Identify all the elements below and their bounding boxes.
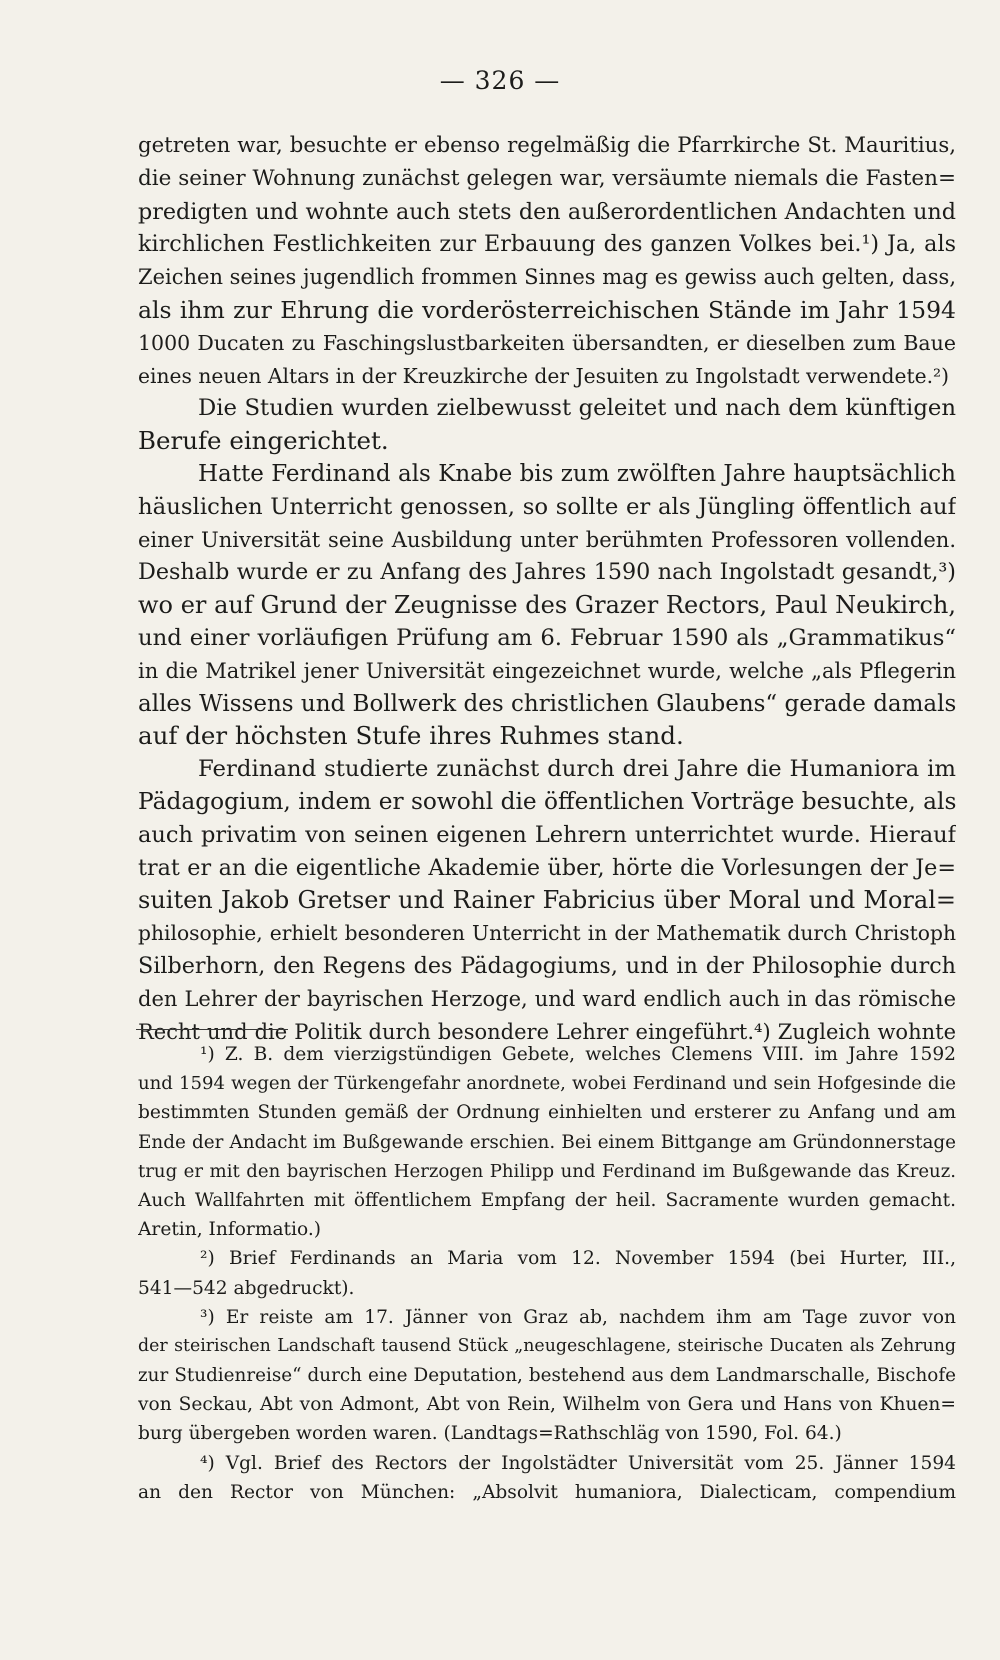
- text-line: einer Universität seine Ausbildung unter berühmten Professoren vollenden.: [138, 527, 956, 552]
- text-line: predigten und wohnte auch stets den außerordentlichen Andachten und: [138, 198, 956, 225]
- text-line: Ferdinand studierte zunächst durch drei Jahre die Humaniora im: [198, 756, 956, 783]
- text-line: wo er auf Grund der Zeugnisse des Grazer Rectors, Paul Neukirch,: [138, 591, 956, 620]
- text-line: Die Studien wurden zielbewusst geleitet und nach dem künftigen: [198, 395, 956, 422]
- footnote-line: Aretin, Informatio.): [138, 1219, 321, 1241]
- footnote-line: ²) Brief Ferdinands an Maria vom 12. November 1594 (bei Hurter, III.,: [200, 1248, 956, 1270]
- footnote-line: ³) Er reiste am 17. Jänner von Graz ab, nachdem ihm am Tage zuvor von: [200, 1306, 956, 1328]
- text-line: Zeichen seines jugendlich frommen Sinnes mag es gewiss auch gelten, dass,: [138, 265, 956, 290]
- text-line: trat er an die eigentliche Akademie über, hörte die Vorlesungen der Je=: [138, 854, 956, 881]
- text-line: eines neuen Altars in der Kreuzkirche der Jesuiten zu Ingolstadt verwendete.²): [138, 363, 950, 388]
- text-line: auf der höchsten Stufe ihres Ruhmes stand.: [138, 721, 684, 751]
- footnote-line: ⁴) Vgl. Brief des Rectors der Ingolstädter Universität vom 25. Jänner 1594: [200, 1452, 956, 1474]
- text-line: philosophie, erhielt besonderen Unterricht in der Mathematik durch Christoph: [138, 921, 956, 946]
- footnotes: [138, 1040, 956, 1507]
- footnote-line: burg übergeben worden waren. (Landtags=Rathschläg von 1590, Fol. 64.): [138, 1423, 842, 1445]
- text-line: und einer vorläufigen Prüfung am 6. Februar 1590 als „Grammatikus“: [138, 624, 956, 651]
- footnote-line: an den Rector von München: „Absolvit humaniora, Dialecticam, compendium: [138, 1481, 956, 1503]
- text-line: Berufe eingerichtet.: [138, 426, 389, 456]
- main-text: [138, 130, 956, 1048]
- text-line: die seiner Wohnung zunächst gelegen war, versäumte niemals die Fasten=: [138, 165, 956, 191]
- footnote-divider: [136, 1029, 288, 1030]
- footnote-line: der steirischen Landschaft tausend Stück „neugeschlagene, steirische Ducaten als Zehrung: [138, 1335, 956, 1356]
- text-line: kirchlichen Festlichkeiten zur Erbauung des ganzen Volkes bei.¹) Ja, als: [138, 231, 956, 258]
- footnote-line: von Seckau, Abt von Admont, Abt von Rein, Wilhelm von Gera und Hans von Khuen=: [138, 1394, 956, 1416]
- footnote-line: ¹) Z. B. dem vierzigstündigen Gebete, welches Clemens VIII. im Jahre 1592: [200, 1044, 956, 1065]
- text-line: Silberhorn, den Regens des Pädagogiums, und in der Philosophie durch: [138, 952, 956, 979]
- text-line: auch privatim von seinen eigenen Lehrern unterrichtet wurde. Hierauf: [138, 821, 956, 848]
- page-number: — 326 —: [439, 66, 561, 95]
- footnote-line: trug er mit den bayrischen Herzogen Philipp und Ferdinand im Bußgewande das Kreuz.: [138, 1160, 956, 1182]
- text-line: den Lehrer der bayrischen Herzoge, und ward endlich auch in das römische: [138, 986, 956, 1011]
- text-line: alles Wissens und Bollwerk des christlichen Glaubens“ gerade damals: [138, 690, 956, 717]
- text-line: Hatte Ferdinand als Knabe bis zum zwölften Jahre hauptsächlich: [198, 460, 956, 487]
- text-line: häuslichen Unterricht genossen, so sollte er als Jüngling öffentlich auf: [138, 493, 956, 520]
- text-line: suiten Jakob Gretser und Rainer Fabricius über Moral und Moral=: [138, 886, 956, 915]
- text-line: in die Matrikel jener Universität eingezeichnet wurde, welche „als Pflegerin: [138, 658, 956, 683]
- text-line: Pädagogium, indem er sowohl die öffentlichen Vorträge besuchte, als: [138, 787, 956, 815]
- text-line: Deshalb wurde er zu Anfang des Jahres 1590 nach Ingolstadt gesandt,³): [138, 559, 956, 586]
- text-line: getreten war, besuchte er ebenso regelmäßig die Pfarrkirche St. Mauritius,: [138, 133, 956, 158]
- footnote-line: Ende der Andacht im Bußgewande erschien. Bei einem Bittgange am Gründonnerstage: [138, 1131, 956, 1153]
- footnote-line: zur Studienreise“ durch eine Deputation, bestehend aus dem Landmarschalle, Bischofe: [138, 1365, 956, 1387]
- text-line: als ihm zur Ehrung die vorderösterreichischen Stände im Jahr 1594: [138, 295, 956, 324]
- footnote-line: bestimmten Stunden gemäß der Ordnung einhielten und ersterer zu Anfang und am: [138, 1102, 956, 1124]
- footnote-line: und 1594 wegen der Türkengefahr anordnete, wobei Ferdinand und sein Hofgesinde die: [138, 1073, 956, 1095]
- text-line: Recht und die Politik durch besondere Lehrer eingeführt.⁴) Zugleich wohnte: [138, 1019, 956, 1044]
- footnote-line: 541—542 abgedruckt).: [138, 1277, 355, 1299]
- text-line: 1000 Ducaten zu Faschingslustbarkeiten übersandten, er dieselben zum Baue: [138, 330, 956, 355]
- footnote-line: Auch Wallfahrten mit öffentlichem Empfang der heil. Sacramente wurden gemacht.: [138, 1189, 956, 1211]
